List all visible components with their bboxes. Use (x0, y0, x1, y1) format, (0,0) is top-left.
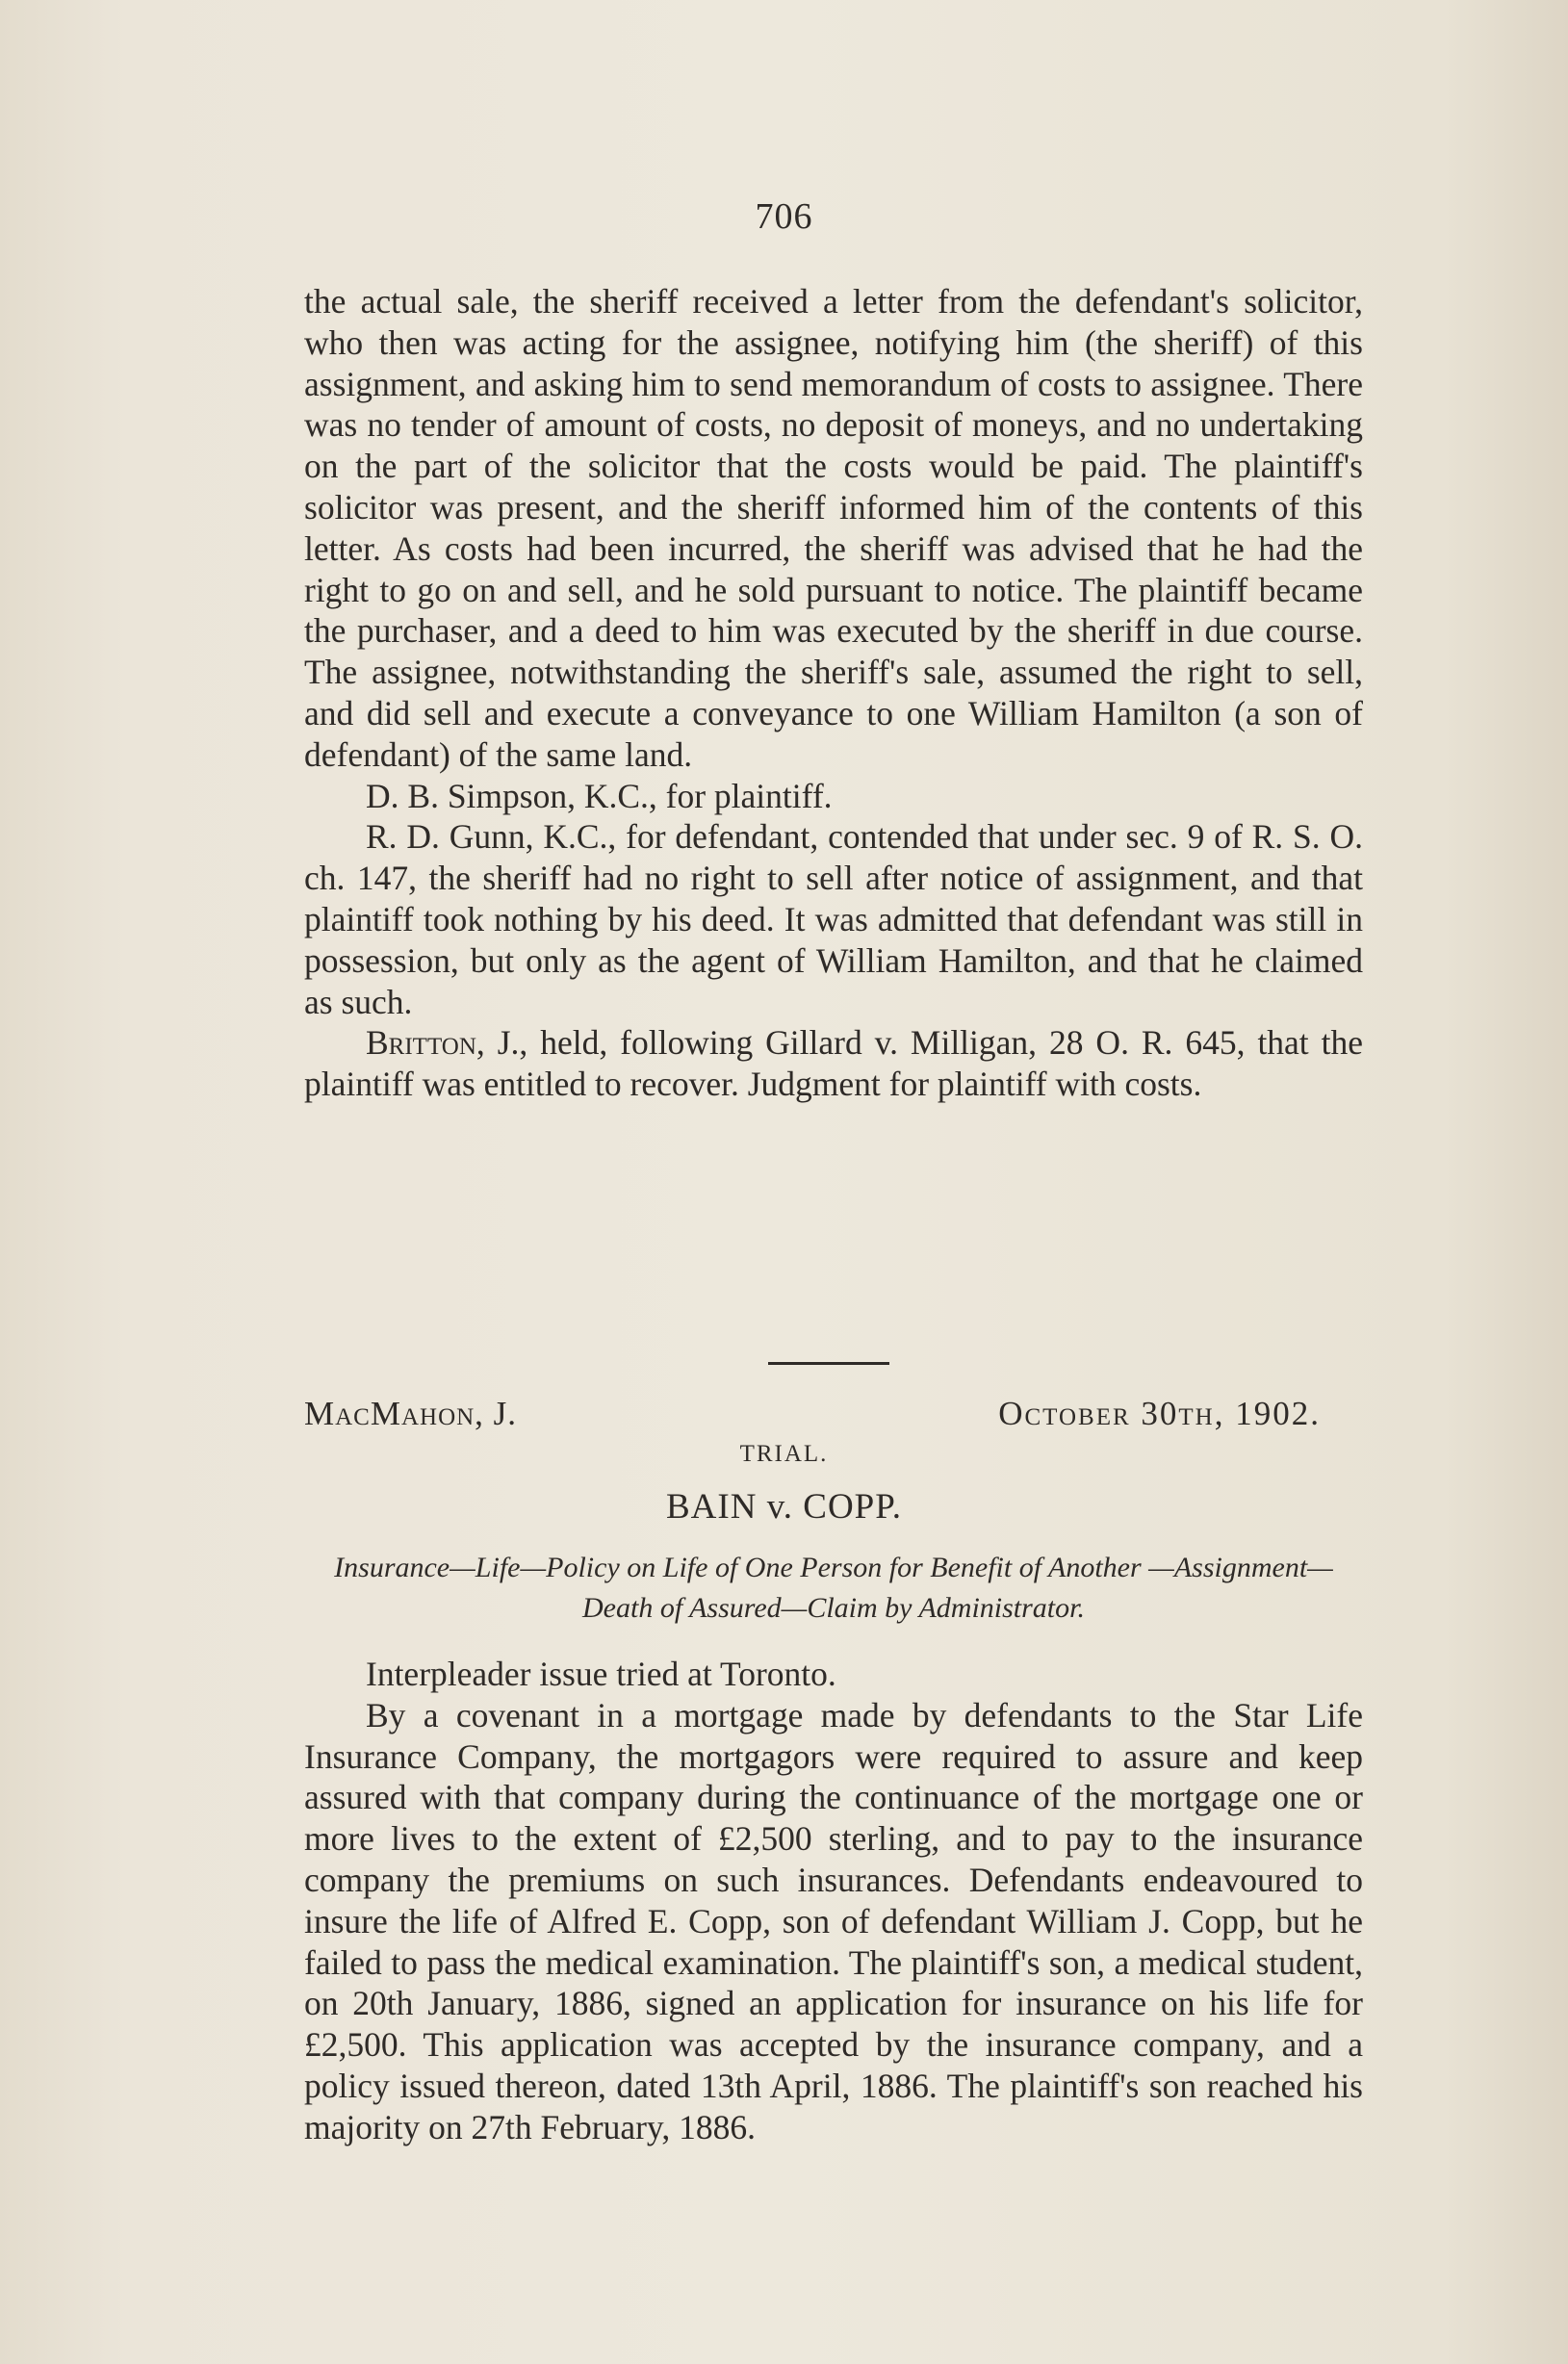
counsel-defendant-paragraph: R. D. Gunn, K.C., for defendant, contended that under sec. 9 of R. S. O. ch. 147, the sheriff had no right to sell after notice of assignment, and that plaintiff took nothing by his deed. It was admitted that defendant was still in possession, but only as the agent of William Hamilton, and that he claimed as such. (304, 817, 1363, 1021)
page-number: 706 (755, 196, 813, 237)
counsel-plaintiff-paragraph: D. B. Simpson, K.C., for plaintiff. (366, 776, 833, 815)
previous-case-body (304, 281, 1363, 1105)
judgment-judge-name: Britton (366, 1023, 476, 1063)
case-headnote: Insurance—Life—Policy on Life of One Person for Benefit of Another —Assignment—Death of Assured—Claim by Administrator. (334, 1552, 1333, 1624)
judgment-text: , J., held, following Gillard v. Milligan, 28 O. R. 645, that the plaintiff was entitled to recover. Judgment for plaintiff with costs. (304, 1023, 1363, 1104)
trial-location-paragraph: Interpleader issue tried at Toronto. (366, 1655, 836, 1693)
new-case-body (304, 1654, 1363, 2148)
facts-paragraph: By a covenant in a mortgage made by defendants to the Star Life Insurance Company, the mortgagors were required to assure and keep assured with that company during the continuance of the mortgage one or more lives to the extent of £2,500 sterling, and to pay to the insurance company the premiums on such insurances. Defendants endeavoured to insure the life of Alfred E. Copp, son of defendant William J. Copp, but he failed to pass the medical examination. The plaintiff's son, a medical student, on 20th January, 1886, signed an application for insurance on his life for £2,500. This application was accepted by the insurance company, and a policy issued thereon, dated 13th April, 1886. The plaintiff's son reached his majority on 27th February, 1886. (304, 1695, 1363, 2146)
judgment-paragraph (304, 1022, 1363, 1105)
case-title: BAIN v. COPP. (666, 1487, 902, 1527)
case-date: October 30th, 1902. (998, 1395, 1321, 1432)
case-judge: MacMahon, J. (304, 1395, 518, 1432)
section-divider-rule (768, 1362, 889, 1365)
body-paragraph: the actual sale, the sheriff received a letter from the defendant's solicitor, who then was acting for the assignee, notifying him (the sheriff) of this assignment, and asking him to send memorandum of costs to assignee. There was no tender of amount of costs, no deposit of moneys, and no undertaking on the part of the solicitor that the costs would be paid. The plaintiff's solicitor was present, and the sheriff informed him of the contents of this letter. As costs had been incurred, the sheriff was advised that he had the right to go on and sell, and he sold pursuant to notice. The plaintiff became the purchaser, and a deed to him was executed by the sheriff in due course. The assignee, notwithstanding the sheriff's sale, assumed the right to sell, and did sell and execute a conveyance to one William Hamilton (a son of defendant) of the same land. (304, 282, 1363, 774)
case-type-label: TRIAL. (739, 1441, 829, 1467)
